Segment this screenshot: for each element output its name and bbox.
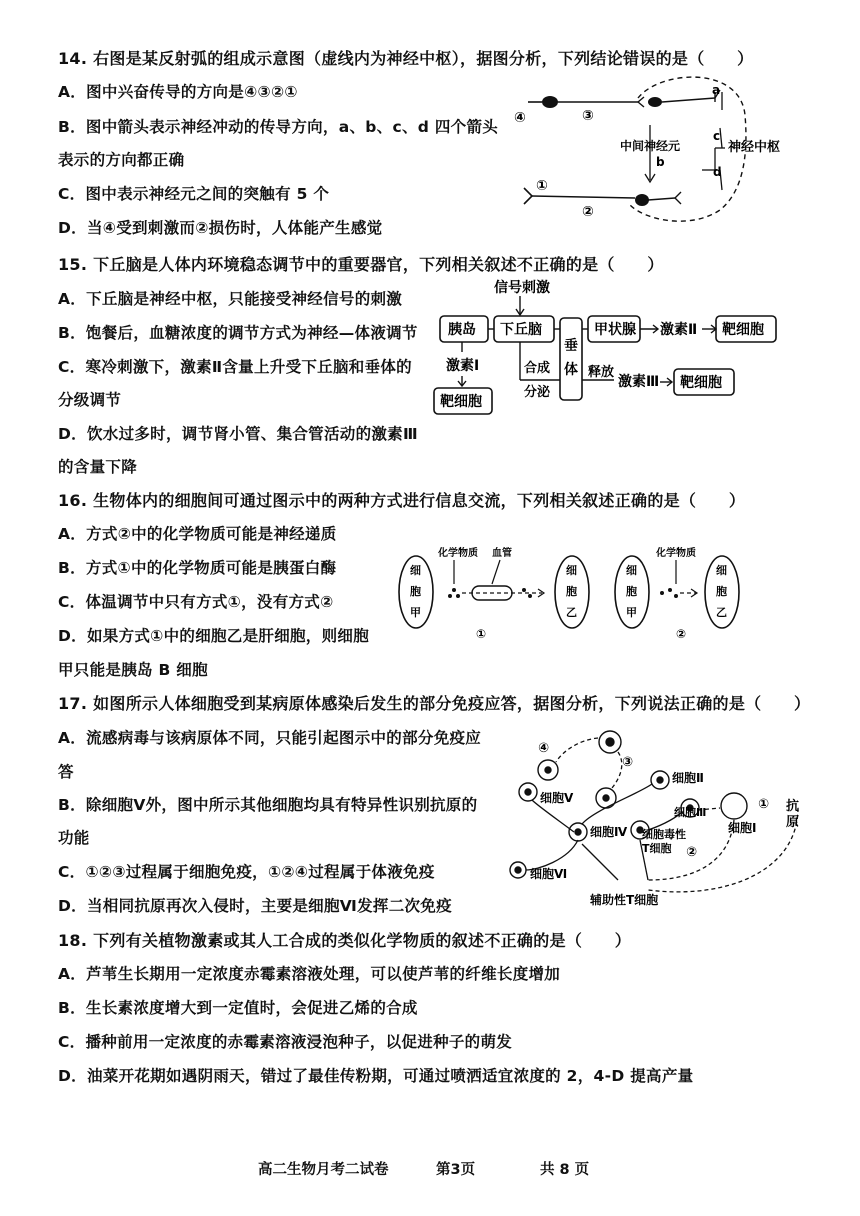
q14-option-b: B．图中箭头表示神经冲动的传导方向，a、b、c、d 四个箭头	[58, 118, 499, 136]
q14-label-1: ①	[536, 178, 548, 194]
q14-label-a: a	[712, 83, 721, 97]
q17-option-a-cont: 答	[58, 763, 74, 781]
q18-option-d: D．油菜开花期如遇阴雨天，错过了最佳传粉期，可通过喷洒适宜浓度的 2，4-D 提高产量	[58, 1067, 694, 1085]
q17-label-p4: ④	[538, 741, 550, 756]
q15-option-c-cont: 分级调节	[58, 391, 122, 409]
q16-cellB2-1: 细	[716, 564, 727, 577]
q15-box-hypothalamus: 下丘脑	[500, 322, 542, 338]
q17-label-tc1: 细胞毒性	[642, 828, 686, 841]
q15-box-thyroid: 甲状腺	[594, 322, 636, 338]
q15-option-d: D．饮水过多时，调节肾小管、集合管活动的激素Ⅲ	[58, 425, 418, 443]
q18-option-c: C．播种前用一定浓度的赤霉素溶液浸泡种子，以促进种子的萌发	[58, 1033, 513, 1051]
q17-label-tc2: T细胞	[642, 842, 672, 855]
q17-option-c: C．①②③过程属于细胞免疫，①②④过程属于体液免疫	[58, 863, 435, 881]
q15-box-target-3: 靶细胞	[680, 375, 722, 391]
q14-label-c: c	[713, 129, 721, 143]
q16-cellA-3: 甲	[410, 606, 421, 619]
q18-stem: 18. 下列有关植物激素或其人工合成的类似化学物质的叙述不正确的是（ ）	[58, 931, 632, 950]
q16-option-b: B．方式①中的化学物质可能是胰蛋白酶	[58, 559, 337, 577]
q17-label-p2: ②	[686, 845, 698, 860]
q16-label-chem-2: 化学物质	[656, 548, 696, 559]
q17-option-d: D．当相同抗原再次入侵时，主要是细胞Ⅵ发挥二次免疫	[58, 897, 452, 915]
q15-label-secrete: 分泌	[524, 385, 551, 400]
q14-option-c: C．图中表示神经元之间的突触有 5 个	[58, 185, 330, 203]
q14-option-b-cont: 表示的方向都正确	[58, 151, 185, 169]
q18-option-a: A．芦苇生长期用一定浓度赤霉素溶液处理，可以使芦苇的纤维长度增加	[58, 965, 561, 983]
q16-option-c: C．体温调节中只有方式①，没有方式②	[58, 593, 334, 611]
q15-box-pituitary-1: 垂	[564, 338, 578, 354]
q15-option-a: A．下丘脑是神经中枢，只能接受神经信号的刺激	[58, 290, 403, 308]
q15-label-hormone3: 激素Ⅲ	[618, 374, 660, 390]
q15-box-pituitary-2: 体	[564, 362, 578, 378]
q14-label-3: ③	[582, 108, 594, 124]
q17-label-cell4: 细胞Ⅳ	[590, 825, 628, 839]
q16-cellB-1: 细	[566, 564, 577, 577]
q15-label-hormone1: 激素Ⅰ	[446, 358, 480, 374]
q15-label-signal: 信号刺激	[494, 280, 550, 296]
q16-cellB-3: 乙	[566, 606, 577, 619]
q14-label-d: d	[713, 165, 722, 179]
footer-page: 第3页	[436, 1162, 476, 1178]
q17-stem: 17. 如图所示人体细胞受到某病原体感染后发生的部分免疫应答，据图分析，下列说法正确的是（ ）	[58, 694, 811, 713]
q17-label-cell3: 细胞Ⅲ	[674, 806, 707, 819]
q16-stem: 16. 生物体内的细胞间可通过图示中的两种方式进行信息交流，下列相关叙述正确的是（ ）	[58, 491, 746, 510]
q15-stem: 15. 下丘脑是人体内环境稳态调节中的重要器官，下列相关叙述不正确的是（ ）	[58, 255, 664, 274]
q17-label-cell6: 细胞Ⅵ	[530, 867, 568, 881]
q16-cellA-1: 细	[410, 564, 421, 577]
q16-cellA-2: 胞	[410, 585, 421, 598]
q14-label-4: ④	[514, 110, 526, 126]
q16-label-vessel: 血管	[492, 548, 512, 559]
q17-label-cell1: 细胞Ⅰ	[728, 821, 757, 835]
q16-cellB2-2: 胞	[716, 585, 727, 598]
q16-signaling-figure	[392, 540, 762, 650]
q16-cellB2-3: 乙	[716, 606, 727, 619]
q18-option-b: B．生长素浓度增大到一定值时，会促进乙烯的合成	[58, 999, 418, 1017]
q17-label-th: 辅助性T细胞	[590, 893, 659, 907]
q15-label-hormone2: 激素Ⅱ	[660, 322, 698, 338]
q17-label-antigen-1: 抗	[786, 799, 800, 814]
q15-option-b: B．饱餐后，血糖浓度的调节方式为神经—体液调节	[58, 324, 418, 342]
q14-label-b: b	[656, 155, 665, 169]
q17-label-p1: ①	[758, 797, 770, 812]
q16-cellB-2: 胞	[566, 585, 577, 598]
q16-option-a: A．方式②中的化学物质可能是神经递质	[58, 525, 337, 543]
q16-cellA2-3: 甲	[626, 606, 637, 619]
q17-label-cell5: 细胞Ⅴ	[540, 791, 574, 805]
q15-box-target-1: 靶细胞	[722, 322, 764, 338]
q14-label-center: 神经中枢	[728, 140, 781, 155]
q15-option-c: C．寒冷刺激下，激素Ⅱ含量上升受下丘脑和垂体的	[58, 358, 412, 376]
q14-label-interneuron: 中间神经元	[620, 139, 681, 153]
q16-option-d-cont: 甲只能是胰岛 B 细胞	[58, 661, 208, 679]
q16-cellA2-2: 胞	[626, 585, 637, 598]
q17-immune-figure	[498, 720, 808, 910]
q16-label-mode1: ①	[476, 627, 487, 641]
q14-label-2: ②	[582, 204, 594, 220]
q15-hypothalamus-figure	[432, 272, 792, 422]
q17-option-a: A．流感病毒与该病原体不同，只能引起图示中的部分免疫应	[58, 729, 482, 747]
q15-box-target-2: 靶细胞	[440, 394, 482, 410]
q17-label-antigen-2: 原	[786, 815, 800, 830]
q17-label-cell2: 细胞Ⅱ	[672, 771, 704, 785]
q16-option-d: D．如果方式①中的细胞乙是肝细胞，则细胞	[58, 627, 369, 645]
q15-label-release: 释放	[588, 365, 615, 380]
footer-total: 共 8 页	[540, 1162, 590, 1178]
q15-label-synth: 合成	[524, 361, 551, 376]
q17-label-p3: ③	[622, 755, 634, 770]
q15-box-pancreas: 胰岛	[448, 322, 476, 338]
q16-cellA2-1: 细	[626, 564, 637, 577]
q16-label-chem-1: 化学物质	[438, 548, 478, 559]
q17-option-b: B．除细胞Ⅴ外，图中所示其他细胞均具有特异性识别抗原的	[58, 796, 478, 814]
q14-option-d: D．当④受到刺激而②损伤时，人体能产生感觉	[58, 219, 383, 237]
q14-stem: 14. 右图是某反射弧的组成示意图（虚线内为神经中枢），据图分析，下列结论错误的是（ ）	[58, 49, 754, 68]
q14-option-a: A．图中兴奋传导的方向是④③②①	[58, 83, 298, 101]
q17-option-b-cont: 功能	[58, 829, 90, 847]
q14-reflex-arc-figure	[510, 70, 800, 230]
footer-title: 高二生物月考二试卷	[258, 1162, 389, 1178]
q16-label-mode2: ②	[676, 627, 687, 641]
q15-option-d-cont: 的含量下降	[58, 458, 138, 476]
